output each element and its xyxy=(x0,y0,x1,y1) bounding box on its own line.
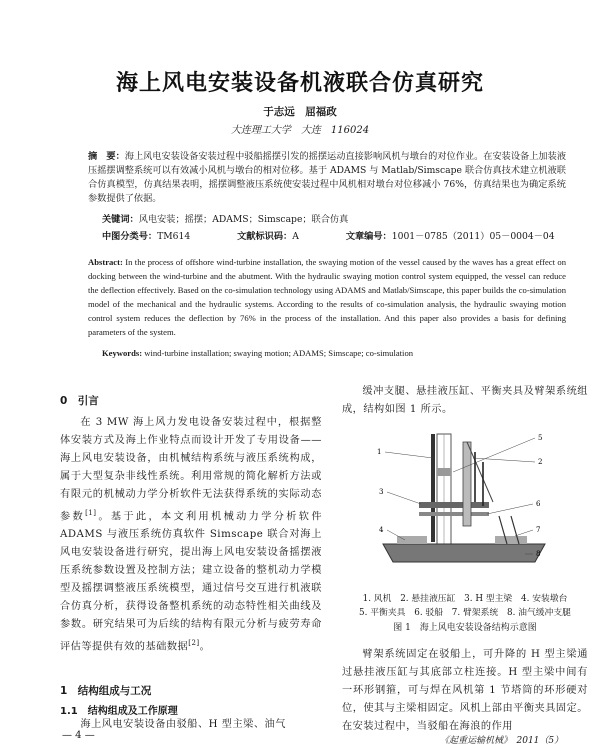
figure-label-7: 7 xyxy=(536,526,541,534)
figure-label-5: 5 xyxy=(538,434,543,442)
keywords-cn-text: 风电安装；摇摆；ADAMS；Simscape；联合仿真 xyxy=(138,214,349,225)
citation-2: [2] xyxy=(188,639,200,648)
section-0-text-c: 。 xyxy=(199,641,211,653)
subsection-1-1-heading: 1.1 结构组成及工作原理 xyxy=(60,706,178,717)
section-0-text-a: 在 3 MW 海上风力发电设备安装过程中，根据整体安装方式及海上作业特点而设计开发了专用设备——海上风电安装设备，由机械结构系统与液压系统构成，属于大型复杂非线性系统。利用常规的简化解析方法或有限元的机械动力学分析软件无法获得系统的实际动态参数 xyxy=(60,417,322,523)
article-number-label: 文章编号： xyxy=(345,231,392,242)
abstract-cn xyxy=(88,150,566,206)
keywords-cn xyxy=(102,211,348,225)
abstract-cn-label: 摘 要： xyxy=(88,151,125,162)
figure-legend-line-2: 5. 平衡夹具 6. 驳船 7. 臂架系统 8. 油气缓冲支腿 xyxy=(359,608,571,618)
classification-line xyxy=(102,228,599,242)
section-1-heading: 1 结构组成与工况 xyxy=(60,685,152,697)
figure-1-legend xyxy=(342,592,588,620)
section-1-paragraph: 海上风电安装设备由驳船、H 型主梁、油气 xyxy=(80,719,286,730)
paper-title: 海上风电安装设备机液联合仿真研究 xyxy=(115,71,484,96)
affiliation: 大连理工大学 大连 116024 xyxy=(230,125,370,136)
figure-1-caption: 图 1 海上风电安装设备结构示意图 xyxy=(393,623,537,633)
keywords-en-text: wind-turbine installation; swaying motion; ADAMS; Simscape; co-simulation xyxy=(144,348,414,358)
doc-code-value: A xyxy=(292,231,299,242)
clc-value: TM614 xyxy=(157,231,191,242)
right-column-paragraph-1: 缓冲支腿、悬挂液压缸、平衡夹具及臂架系统组成，结构如图 1 所示。 xyxy=(342,386,588,415)
page-number: — 4 — xyxy=(62,730,95,741)
section-0-paragraph xyxy=(60,414,322,657)
figure-label-1: 1 xyxy=(377,448,382,456)
figure-label-2: 2 xyxy=(538,458,543,466)
abstract-en xyxy=(88,255,566,339)
abstract-en-label: Abstract: xyxy=(88,257,123,267)
keywords-en xyxy=(102,348,413,358)
section-0-text-b: 。基于此，本文利用机械动力学分析软件 ADAMS 与液压系统仿真软件 Simscape 联合对海上风电安装设备进行研究，提出海上风电安装设备摇摆液压系统参数设置及控制方法；建立设备的整机动力学模型及摇摆调整液压系统模型，通过信号交互进行机液联合仿真分析，获得设备整机系统的动态特性相关曲线及参数。研究结果可为后续的结构有限元分析与疲劳寿命评估等提供有效的基础数据 xyxy=(60,511,323,653)
abstract-cn-text: 海上风电安装设备安装过程中驳船摇摆引发的摇摆运动直接影响风机与墩台的对位作业。在安装设备上加装液压摇摆调整系统可以有效减小风机与墩台的相对位移。基于 ADAMS 与 Matlab/Simscape 联合仿真技术建立机液联合仿真模型，仿真结果表明，摇摆调整液压系统使安装过程中风机相对墩台对位移减小 76%，仿真结果也为确定系统参数提供了依据。 xyxy=(88,151,567,204)
section-0-heading: 0 引言 xyxy=(60,395,99,407)
figure-label-4: 4 xyxy=(379,526,384,534)
article-number-value: 1001－0785（2011）05－0004－04 xyxy=(391,231,555,242)
figure-1-diagram xyxy=(375,432,551,568)
figure-label-6: 6 xyxy=(536,500,541,508)
figure-label-3: 3 xyxy=(379,488,384,496)
figure-label-8: 8 xyxy=(536,550,541,558)
figure-legend-line-1: 1. 风机 2. 悬挂液压缸 3. H 型主梁 4. 安装墩台 xyxy=(362,594,568,604)
clc-label: 中图分类号： xyxy=(102,231,158,242)
citation-1: [1] xyxy=(85,509,97,517)
keywords-en-label: Keywords: xyxy=(102,348,143,358)
doc-code-label: 文献标识码： xyxy=(237,231,293,242)
abstract-en-text: In the process of offshore wind-turbine installation, the swaying motion of the vessel caused by the waves has a great effect on docking between the wind-turbine and the abutment. With the hydraulic swaying motion control system equipped, the vessel can reduce the deflection effectively. Based on the co-simulation technology using ADAMS and Matlab/Simscape, this paper builds the co-simulation model of the mechanical and the hydraulic systems. According to the results of co-simulation analysis, the hydraulic swaying motion control system reduces the deflection by 76% in the process of the installation. And this paper also provides a basis for defining parameters of the system. xyxy=(88,257,566,337)
authors: 于志远 屈福政 xyxy=(263,106,337,118)
journal-footer: 《起重运输机械》 2011（5） xyxy=(440,736,564,746)
right-column-paragraph-2: 臂架系统固定在驳船上，可升降的 H 型主梁通过悬挂液压缸与其底部立柱连接。H 型主梁中间有一环形钢箍，可与焊在风机第 1 节塔筒的环形硬对位，使其与主梁相固定。风机上部由平衡夹具固定。在安装过程中，当驳船在海浪的作用 xyxy=(342,649,588,732)
keywords-cn-label: 关键词： xyxy=(102,214,139,225)
